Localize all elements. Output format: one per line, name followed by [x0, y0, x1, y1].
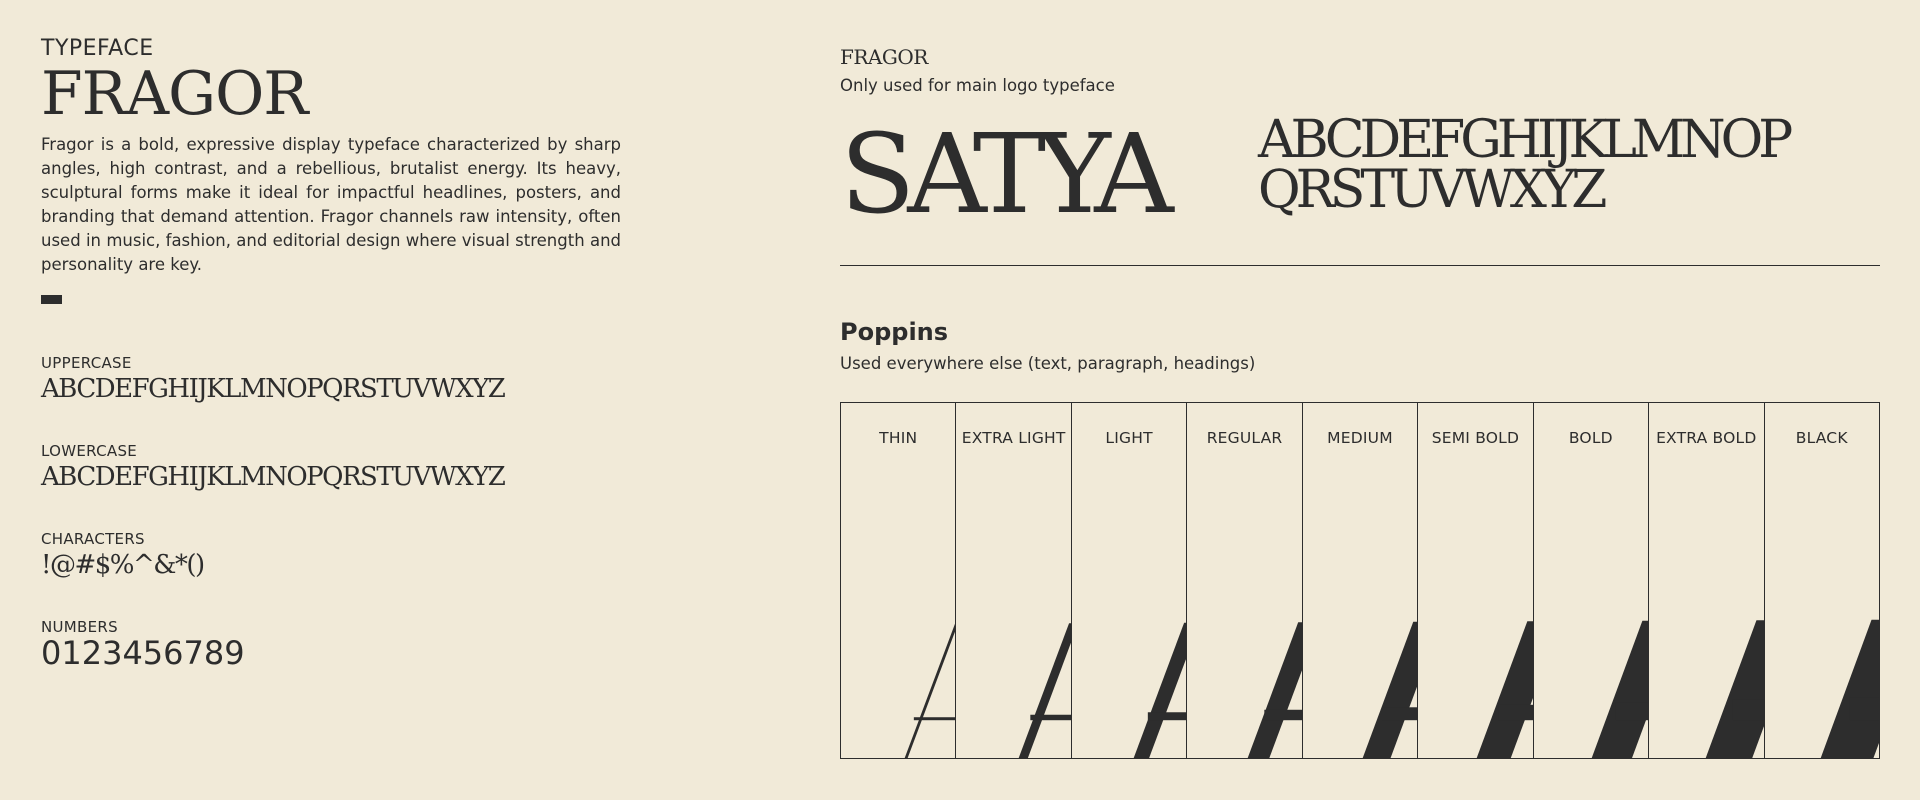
weight-grid — [840, 402, 1880, 759]
weight-glyph-stem — [1706, 620, 1764, 758]
poppins-note: Used everywhere else (text, paragraph, headings) — [840, 354, 1256, 373]
accent-bar — [41, 295, 62, 304]
poppins-title: Poppins — [840, 318, 949, 346]
weight-glyph-stem — [1134, 623, 1187, 758]
weight-glyph-crossbar — [1031, 715, 1071, 720]
weight-column-thin — [841, 403, 955, 758]
weight-glyph-crossbar — [1148, 712, 1187, 720]
weight-glyph-a-icon — [956, 403, 1070, 758]
spec-label: CHARACTERS — [41, 530, 145, 548]
weight-glyph-a-icon — [1072, 403, 1186, 758]
weight-label: SEMI BOLD — [1431, 429, 1520, 447]
spec-label: UPPERCASE — [41, 354, 132, 372]
weight-column-bold — [1533, 403, 1648, 758]
weight-glyph-a-icon — [1187, 403, 1301, 758]
spec-characters — [41, 530, 621, 580]
weight-glyph-crossbar — [1849, 697, 1879, 720]
weight-glyph-stem — [1591, 621, 1648, 758]
logo-font-name: FRAGOR — [840, 45, 928, 69]
spec-label: LOWERCASE — [41, 442, 138, 460]
weight-column-extra-light — [955, 403, 1070, 758]
spec-lowercase — [41, 442, 621, 492]
weight-glyph-a-icon — [1303, 403, 1417, 758]
logo-word: SATYA — [840, 110, 1166, 238]
weight-glyph-stem — [1820, 620, 1879, 758]
weight-glyph-stem — [905, 624, 956, 758]
weight-label: LIGHT — [1105, 429, 1153, 447]
spec-uppercase — [41, 354, 621, 404]
weight-glyph-a-icon — [1418, 403, 1532, 758]
weight-glyph-crossbar — [1265, 710, 1302, 720]
weight-glyph-a-icon — [841, 403, 955, 758]
poppins-section — [840, 318, 1880, 373]
weight-label: BOLD — [1568, 429, 1613, 447]
typeface-brand-title: FRAGOR — [41, 59, 308, 129]
spec-sample: !@#$%^&*() — [41, 550, 204, 580]
spec-sample: ABCDEFGHIJKLMNOPQRSTUVWXYZ — [41, 462, 505, 492]
weight-glyph-stem — [1477, 621, 1533, 758]
weight-glyph-stem — [1019, 623, 1071, 758]
weight-glyph-stem — [1248, 622, 1302, 758]
weight-glyph-a-icon — [1649, 403, 1763, 758]
weight-column-extra-bold — [1648, 403, 1763, 758]
weight-glyph-crossbar — [1732, 700, 1763, 720]
logo-typeface-section — [840, 46, 1880, 239]
section-divider — [840, 265, 1880, 266]
weight-column-semi-bold — [1417, 403, 1532, 758]
spec-sample: 0123456789 — [41, 634, 245, 672]
typeface-kicker: TYPEFACE — [41, 36, 154, 61]
spec-numbers — [41, 618, 621, 672]
typeface-intro — [41, 36, 621, 672]
weight-column-regular — [1186, 403, 1301, 758]
weight-label: EXTRA LIGHT — [961, 429, 1066, 447]
weight-column-light — [1071, 403, 1186, 758]
logo-font-note: Only used for main logo typeface — [840, 76, 1115, 95]
logo-specimen — [840, 110, 1880, 239]
logo-alphabet: ABCDEFGHIJKLMNOPQRSTUVWXYZ — [1258, 110, 1789, 220]
weight-column-medium — [1302, 403, 1417, 758]
weight-label: BLACK — [1795, 429, 1848, 447]
weight-label: REGULAR — [1206, 429, 1283, 447]
weight-glyph-a-icon — [1534, 403, 1648, 758]
spec-sample: ABCDEFGHIJKLMNOPQRSTUVWXYZ — [41, 374, 505, 404]
weight-label: MEDIUM — [1327, 429, 1393, 447]
weight-glyph-crossbar — [914, 717, 956, 720]
weight-glyph-stem — [1362, 622, 1417, 758]
weight-label: THIN — [879, 429, 918, 447]
weight-glyph-crossbar — [1615, 702, 1648, 720]
weight-glyph-crossbar — [1498, 705, 1532, 720]
weight-glyph-a-icon — [1765, 403, 1879, 758]
weight-label: EXTRA BOLD — [1656, 429, 1757, 447]
weight-column-black — [1764, 403, 1879, 758]
weight-glyph-crossbar — [1382, 707, 1418, 720]
typeface-description: Fragor is a bold, expressive display typeface characterized by sharp angles, high contrast, and a rebellious, brutalist energy. Its heavy, sculptural forms make it ideal for impactful headlines, posters, and branding that demand attention. Fragor channels raw intensity, often used in music, fashion, and editorial design where visual strength and personality are key. — [41, 135, 621, 274]
spec-label: NUMBERS — [41, 618, 118, 636]
